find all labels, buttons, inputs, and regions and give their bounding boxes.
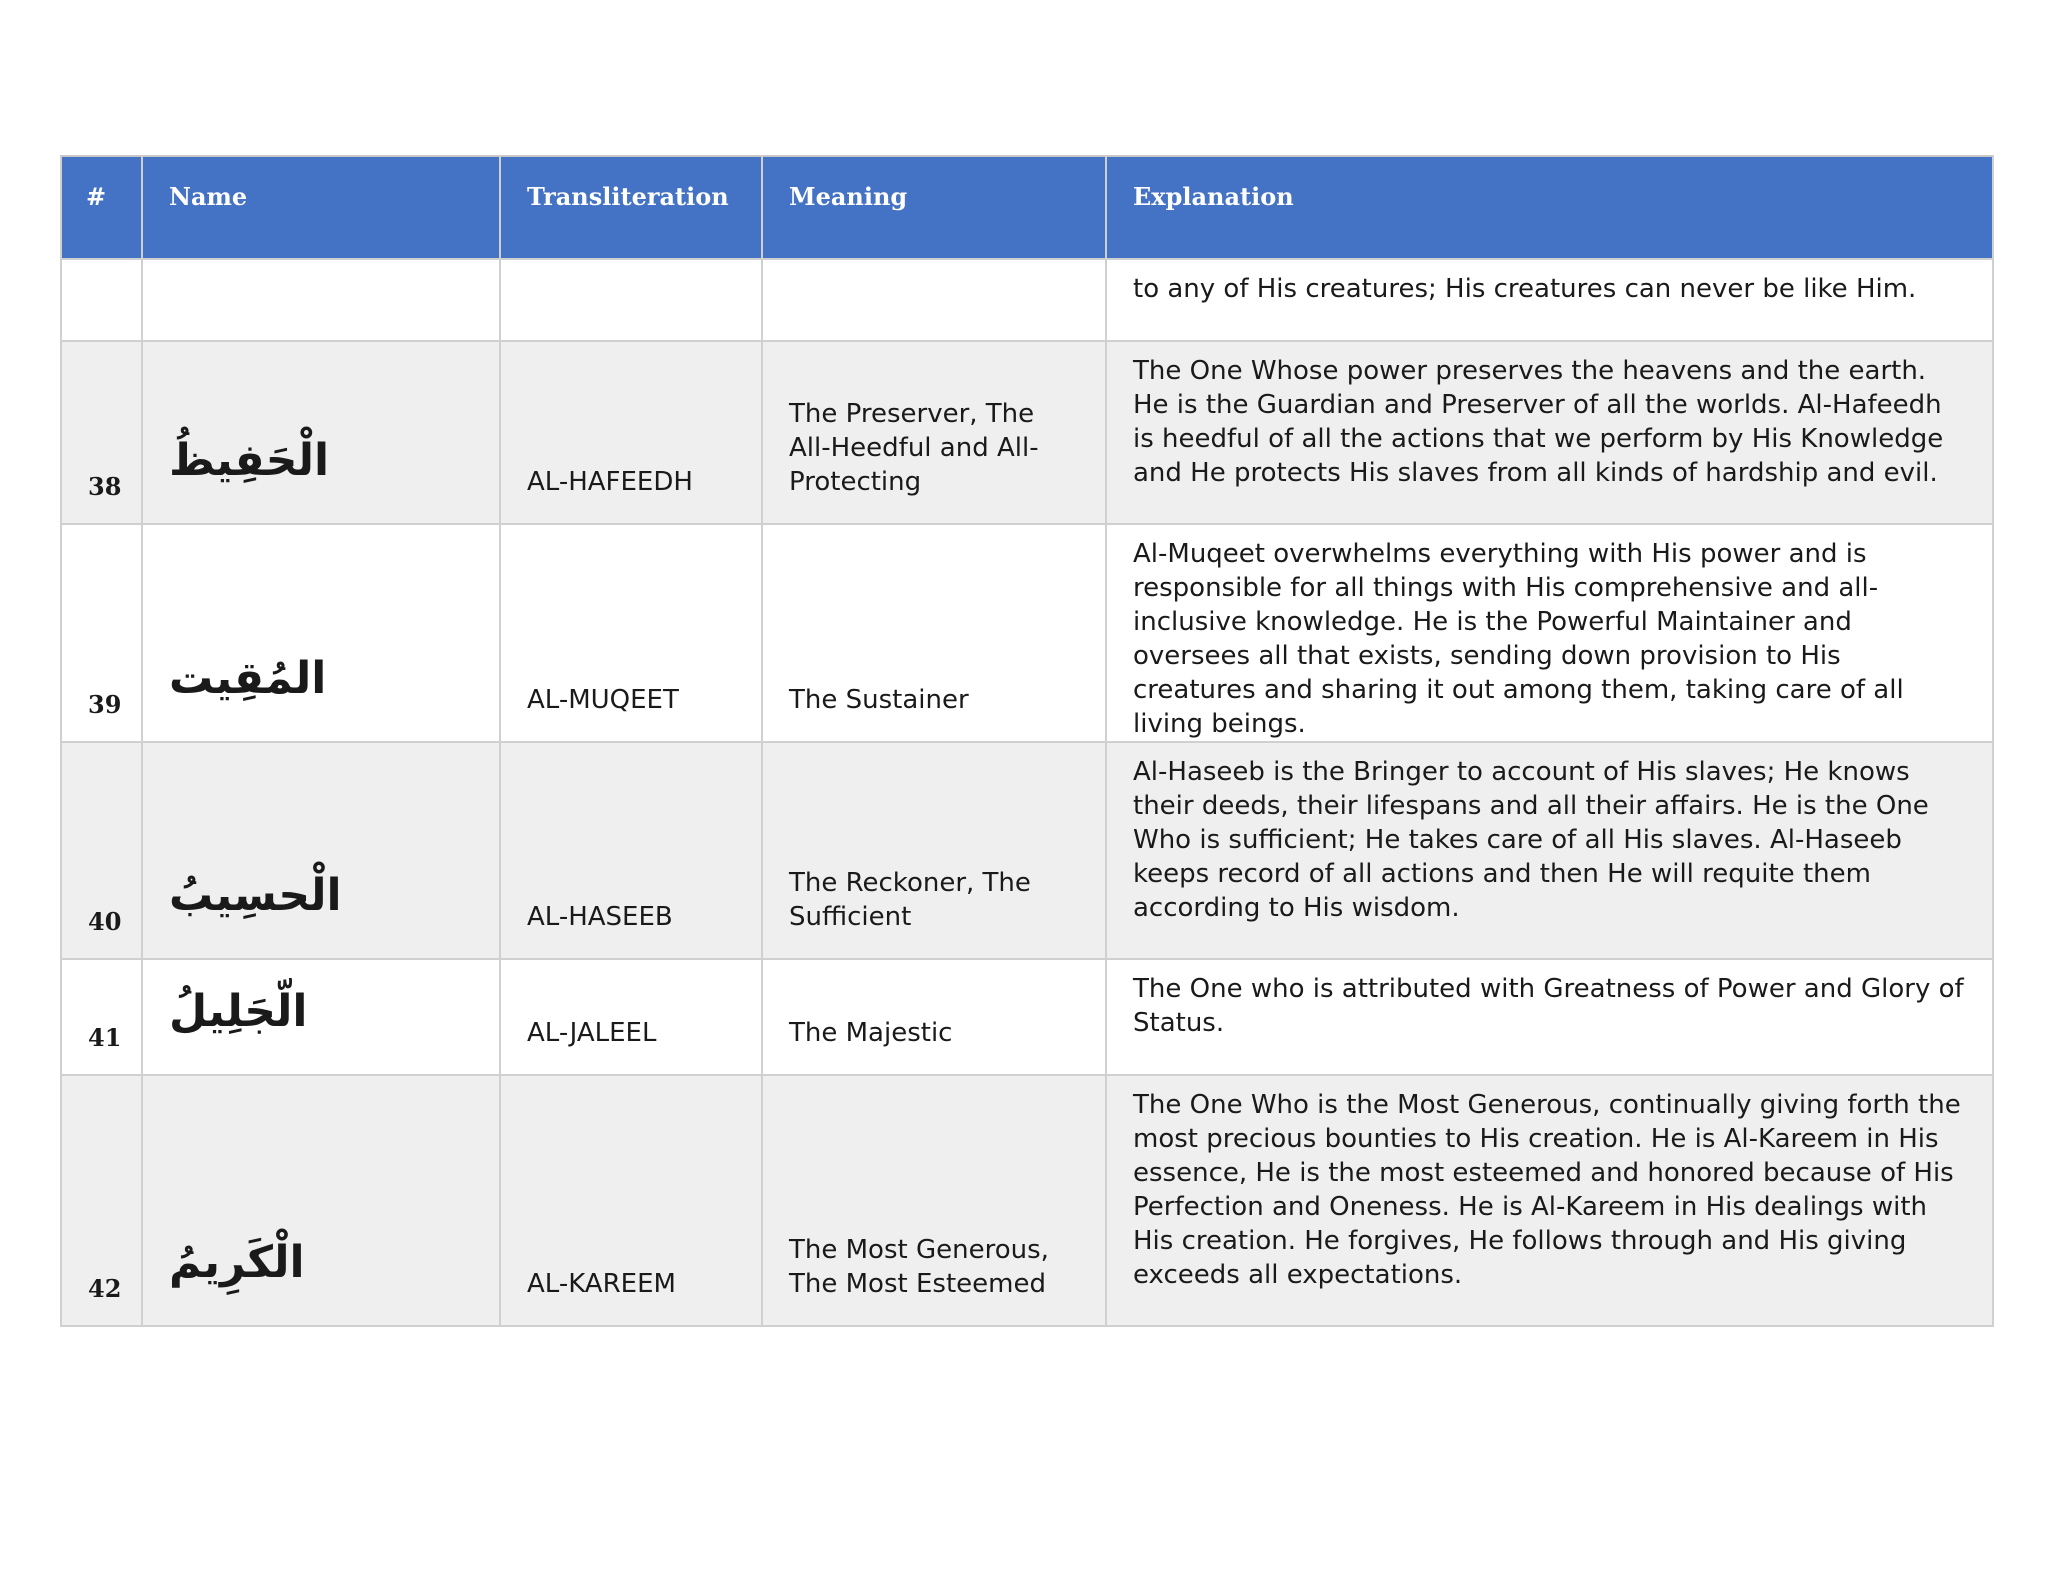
table-row xyxy=(61,341,1993,524)
table-header-row xyxy=(61,156,1993,259)
table-row xyxy=(61,1075,1993,1326)
arabic-name: الْكَرِيمُ xyxy=(169,1237,305,1288)
explanation-cell: The One Who is the Most Generous, continually giving forth the most precious bounties to His creation. He is Al-Kareem in His essence, He is the most esteemed and honored because of His Perfection and Oneness. He is Al-Kareem in His dealings with His creation. He forgives, He follows through and His giving exceeds all expectations. xyxy=(1106,1075,1993,1326)
arabic-name-cell xyxy=(142,1075,500,1326)
transliteration-cell: AL-MUQEET xyxy=(500,524,762,742)
arabic-name-cell xyxy=(142,259,500,341)
header-transliteration: Transliteration xyxy=(500,156,762,259)
explanation-cell: Al-Haseeb is the Bringer to account of His slaves; He knows their deeds, their lifespans and all their affairs. He is the One Who is sufficient; He takes care of all His slaves. Al-Haseeb keeps record of all actions and then He will requite them according to His wisdom. xyxy=(1106,742,1993,959)
meaning-cell xyxy=(762,259,1106,341)
number-cell: 41 xyxy=(61,959,142,1075)
number-cell: 40 xyxy=(61,742,142,959)
meaning-cell: The Most Generous, The Most Esteemed xyxy=(762,1075,1106,1326)
meaning-cell: The Majestic xyxy=(762,959,1106,1075)
explanation-cell: Al-Muqeet overwhelms everything with His power and is responsible for all things with His comprehensive and all-inclusive knowledge. He is the Powerful Maintainer and oversees all that exists, sending down provision to His creatures and sharing it out among them, taking care of all living beings. xyxy=(1106,524,1993,742)
arabic-name: الْحسِيبُ xyxy=(169,870,342,921)
header-name: Name xyxy=(142,156,500,259)
number-cell xyxy=(61,259,142,341)
names-table xyxy=(60,155,1994,1327)
header-explanation: Explanation xyxy=(1106,156,1993,259)
arabic-name: الْحَفِيظُ xyxy=(169,435,330,486)
arabic-name-cell xyxy=(142,524,500,742)
number-cell: 38 xyxy=(61,341,142,524)
header-meaning: Meaning xyxy=(762,156,1106,259)
table-row xyxy=(61,959,1993,1075)
explanation-cell: The One Whose power preserves the heavens and the earth. He is the Guardian and Preserver of all the worlds. Al-Hafeedh is heedful of all the actions that we perform by His Knowledge and He protects His slaves from all kinds of hardship and evil. xyxy=(1106,341,1993,524)
number-cell: 39 xyxy=(61,524,142,742)
arabic-name-cell xyxy=(142,341,500,524)
transliteration-cell xyxy=(500,259,762,341)
table-row-continuation xyxy=(61,259,1993,341)
arabic-name: الّجَلِيلُ xyxy=(169,986,308,1037)
transliteration-cell: AL-JALEEL xyxy=(500,959,762,1075)
explanation-cell: The One who is attributed with Greatness of Power and Glory of Status. xyxy=(1106,959,1993,1075)
table-row xyxy=(61,742,1993,959)
meaning-cell: The Reckoner, The Sufficient xyxy=(762,742,1106,959)
table-row xyxy=(61,524,1993,742)
arabic-name-cell xyxy=(142,959,500,1075)
transliteration-cell: AL-HASEEB xyxy=(500,742,762,959)
arabic-name: المُقِيت xyxy=(169,653,327,704)
transliteration-cell: AL-HAFEEDH xyxy=(500,341,762,524)
transliteration-cell: AL-KAREEM xyxy=(500,1075,762,1326)
number-cell: 42 xyxy=(61,1075,142,1326)
meaning-cell: The Sustainer xyxy=(762,524,1106,742)
header-number: # xyxy=(61,156,142,259)
explanation-cell: to any of His creatures; His creatures can never be like Him. xyxy=(1106,259,1993,341)
meaning-cell: The Preserver, The All-Heedful and All-Protecting xyxy=(762,341,1106,524)
arabic-name-cell xyxy=(142,742,500,959)
